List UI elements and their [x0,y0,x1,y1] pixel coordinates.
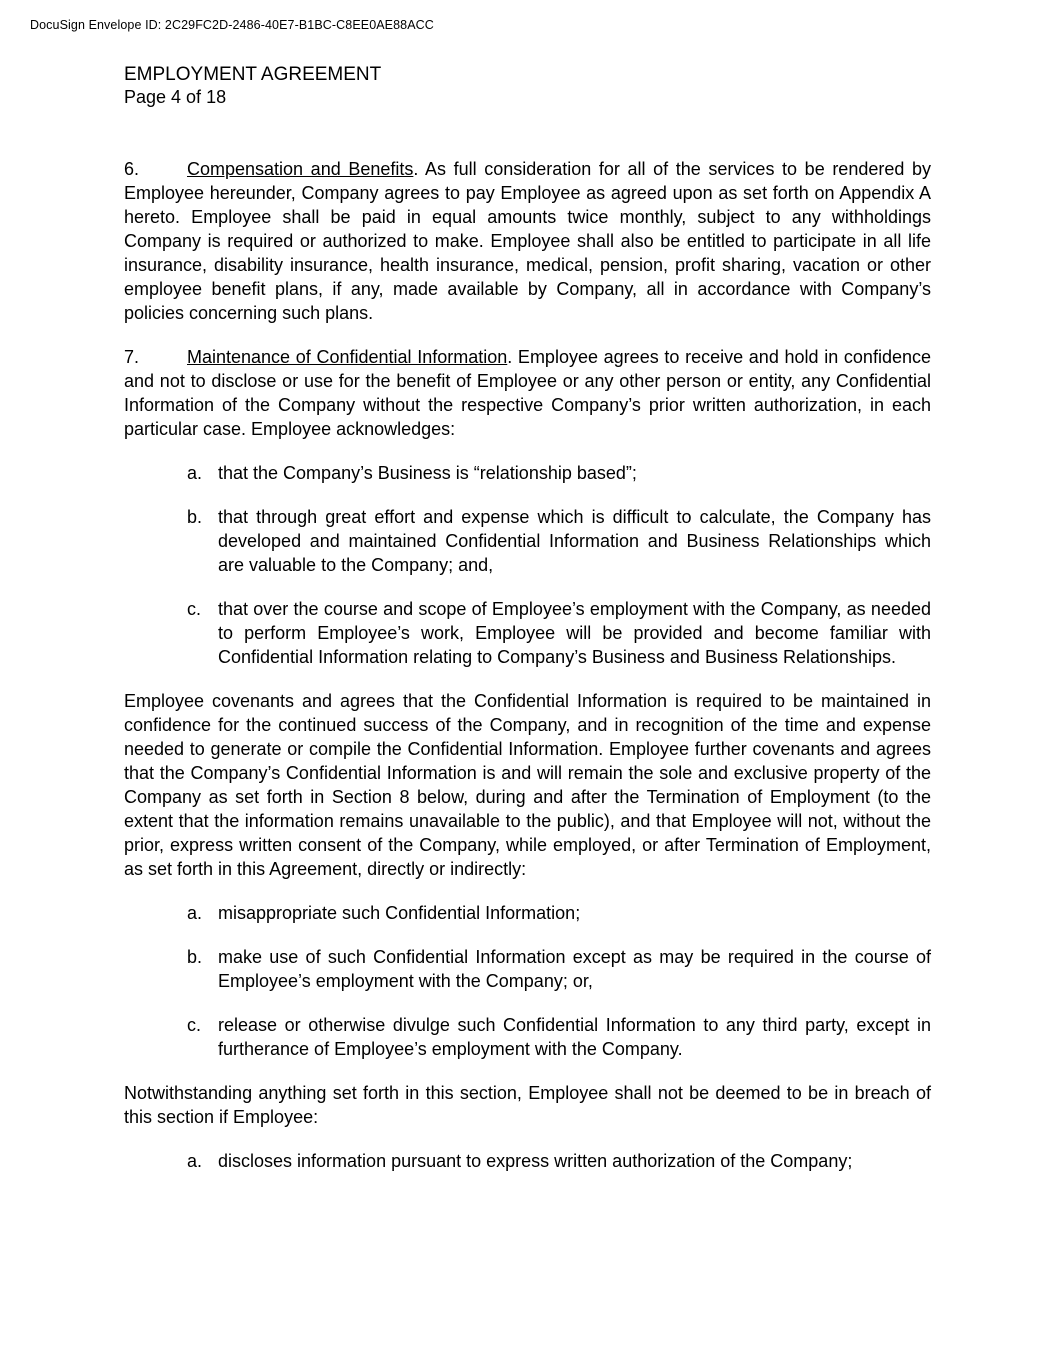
docusign-envelope-id: DocuSign Envelope ID: 2C29FC2D-2486-40E7-B1BC-C8EE0AE88ACC [30,18,434,32]
covenant-item-c [124,1013,931,1061]
document-title: EMPLOYMENT AGREEMENT [124,64,382,85]
section-6-body: . As full consideration for all of the services to be rendered by Employee hereunder, Company agrees to pay Employee as agreed upon as set forth on Appendix A hereto. Employee shall be paid in equal amounts twice monthly, subject to any withholdings Company is required or authorized to make. Employee shall also be entitled to participate in all life insurance, disability insurance, health insurance, medical, pension, profit sharing, vacation or other employee benefit plans, if any, made available by Company, all in accordance with Company’s policies concerning such plans. [124,159,931,323]
covenant-item-b [124,945,931,993]
item-text: make use of such Confidential Information except as may be required in the course of Employee’s employment with the Company; or, [218,947,931,991]
covenant-item-a [124,901,931,925]
item-text: misappropriate such Confidential Information; [218,903,581,923]
exception-item-a [124,1149,931,1173]
item-text: that over the course and scope of Employee’s employment with the Company, as needed to perform Employee’s work, Employee will be provided and become familiar with Confidential Information relating to Company’s Business and Business Relationships. [218,599,931,667]
item-text: discloses information pursuant to express written authorization of the Company; [218,1151,853,1171]
notwithstanding-paragraph: Notwithstanding anything set forth in this section, Employee shall not be deemed to be in breach of this section if Employee: [124,1083,931,1127]
section-7-body: . Employee agrees to receive and hold in confidence and not to disclose or use for the benefit of Employee or any other person or entity, any Confidential Information of the Company without the respective Company’s prior written authorization, in each particular case. Employee acknowledges: [124,347,931,439]
document-header [124,63,381,109]
section-6-number: 6. [124,159,140,179]
section-6-paragraph [124,157,931,325]
item-label: c. [187,599,202,619]
item-label: b. [187,507,203,527]
document-body [124,157,931,1193]
item-text: release or otherwise divulge such Confidential Information to any third party, except in furtherance of Employee’s employment with the Company. [218,1015,931,1059]
item-label: b. [187,947,203,967]
item-text: that through great effort and expense which is difficult to calculate, the Company has developed and maintained Confidential Information and Business Relationships which are valuable to the Company; and, [218,507,931,575]
item-label: a. [187,1151,203,1171]
covenants-paragraph: Employee covenants and agrees that the Confidential Information is required to be maintained in confidence for the continued success of the Company, and in recognition of the time and expense needed to generate or compile the Confidential Information. Employee further covenants and agrees that the Company’s Confidential Information is and will remain the sole and exclusive property of the Company as set forth in Section 8 below, during and after the Termination of Employment (to the extent that the information remains unavailable to the public), and that Employee will not, without the prior, express written consent of the Company, while employed, or after Termination of Employment, as set forth in this Agreement, directly or indirectly: [124,691,931,879]
section-7-number: 7. [124,347,140,367]
acknowledge-item-c [124,597,931,669]
page-number: Page 4 of 18 [124,87,227,107]
item-label: a. [187,463,203,483]
section-7-heading: Maintenance of Confidential Information [187,347,508,367]
section-6-heading: Compensation and Benefits [187,159,414,179]
item-label: c. [187,1015,202,1035]
section-7-paragraph [124,345,931,441]
acknowledge-item-a [124,461,931,485]
acknowledge-item-b [124,505,931,577]
item-label: a. [187,903,203,923]
item-text: that the Company’s Business is “relationship based”; [218,463,637,483]
